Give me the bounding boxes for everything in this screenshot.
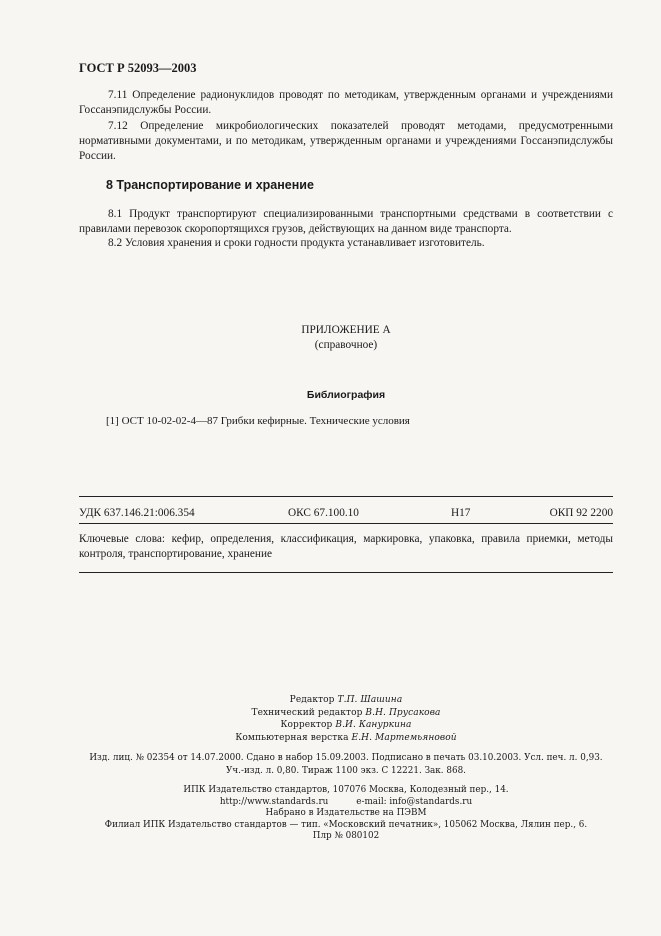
- publication-info: [79, 752, 613, 777]
- section-title-8: 8 Транспортирование и хранение: [106, 178, 314, 192]
- layout-name: Е.Н. Мартемьяновой: [351, 732, 457, 743]
- editor-line: [79, 694, 613, 707]
- paragraph-7-12: 7.12 Определение микробиологических показателей проводят методами, предусмотренными нормативными документами, и по методикам, утвержденным органами и учреждениями Госсанэпидслужбы России.: [79, 120, 613, 163]
- layout-line: [79, 732, 613, 745]
- bottom-divider: [79, 572, 613, 573]
- bibliography-title: Библиография: [306, 389, 386, 401]
- tech-editor-label: Технический редактор: [251, 707, 363, 718]
- paragraph-7-11: 7.11 Определение радионуклидов проводят по методикам, утвержденным органами и учреждениями Госсанэпидслужбы России.: [79, 89, 613, 117]
- printing-line-3: Набрано в Издательстве на ПЭВМ: [265, 808, 427, 819]
- corrector-label: Корректор: [280, 720, 333, 731]
- appendix-title: ПРИЛОЖЕНИЕ А: [301, 324, 391, 336]
- n-code: Н17: [451, 507, 471, 519]
- udk-code: УДК 637.146.21:006.354: [79, 507, 195, 519]
- layout-label: Компьютерная верстка: [235, 732, 349, 743]
- tech-editor-line: [79, 707, 613, 720]
- okp-code: ОКП 92 2200: [549, 507, 613, 519]
- tech-editor-name: В.Н. Прусакова: [365, 707, 441, 718]
- appendix-subtitle: (справочное): [314, 339, 378, 351]
- editor-name: Т.П. Шашина: [337, 695, 403, 705]
- printing-line-1: ИПК Издательство стандартов, 107076 Москва, Колодезный пер., 14.: [183, 785, 509, 795]
- editor-label: Редактор: [289, 695, 335, 705]
- website-url: http://www.standards.ru: [219, 796, 329, 807]
- printing-line-4: Филиал ИПК Издательство стандартов — тип. «Московский печатник», 105062 Москва, Лялин пер., 6.: [104, 819, 588, 830]
- oks-code: ОКС 67.100.10: [288, 507, 359, 519]
- keywords: Ключевые слова: кефир, определения, классификация, маркировка, упаковка, правила приемки, методы контроля, транспортирование, хранение: [79, 533, 613, 561]
- bibliography-item: [1] ОСТ 10-02-02-4—87 Грибки кефирные. Технические условия: [106, 415, 410, 427]
- email-address: e-mail: info@standards.ru: [356, 796, 473, 807]
- paragraph-8-2: 8.2 Условия хранения и сроки годности продукта устанавливает изготовитель.: [108, 237, 485, 249]
- printing-line-5: Плр № 080102: [312, 831, 380, 842]
- editorial-credits: [79, 694, 613, 744]
- middle-divider: [79, 523, 613, 524]
- top-divider: [79, 496, 613, 497]
- printing-contacts: [79, 797, 613, 809]
- paragraph-8-1: 8.1 Продукт транспортируют специализированными транспортными средствами в соответствии с правилами перевозок скоропортящихся грузов, действующих на данном виде транспорта.: [79, 208, 613, 236]
- corrector-line: [79, 719, 613, 732]
- corrector-name: В.И. Кануркина: [335, 720, 412, 731]
- document-code-header: ГОСТ Р 52093—2003: [79, 61, 197, 75]
- publication-line-2: Уч.-изд. л. 0,80. Тираж 1100 экз. С 12221. Зак. 868.: [226, 765, 466, 776]
- publication-line-1: Изд. лиц. № 02354 от 14.07.2000. Сдано в набор 15.09.2003. Подписано в печать 03.10.2003. Усл. печ. л. 0,93.: [89, 753, 603, 763]
- printing-info: [79, 785, 613, 843]
